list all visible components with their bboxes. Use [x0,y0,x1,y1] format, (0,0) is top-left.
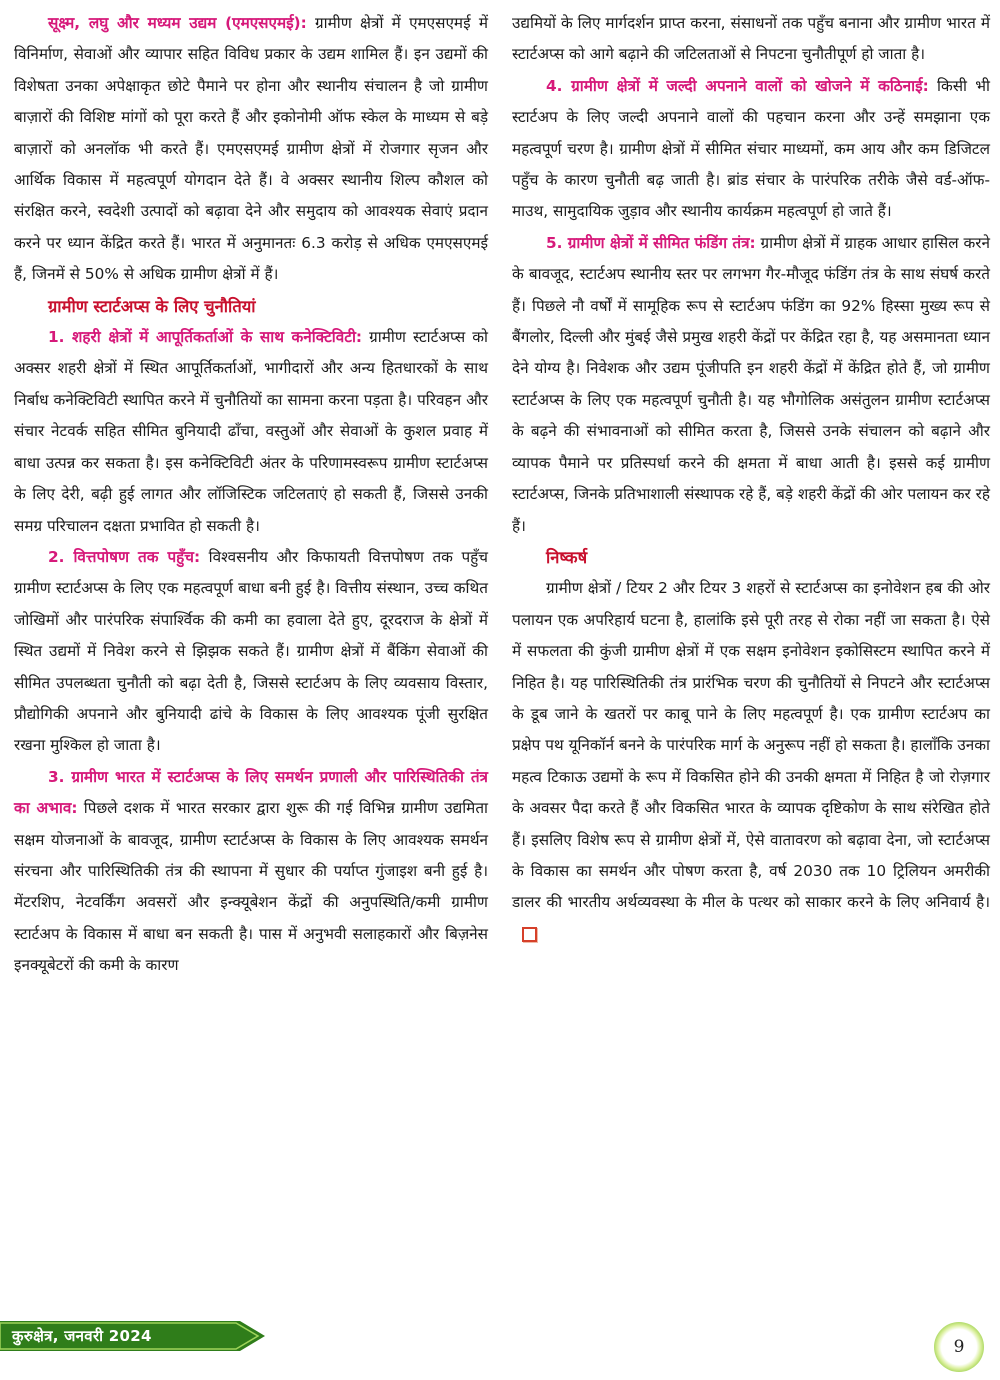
msme-text: ग्रामीण क्षेत्रों में एमएसएमई में विनिर्माण, सेवाओं और व्यापार सहित विविध प्रकार के उद्यम शामिल हैं। इन उद्यमों की विशेषता उनका अपेक्षाकृत छोटे पैमाने पर होना और स्थानीय संचालन है जो ग्रामीण बाज़ारों की विशिष्ट मांगों को पूरा करते हैं और इकोनोमी ऑफ स्केल के माध्यम से बड़े बाज़ारों को अनलॉक भी करते हैं। एमएसएमई ग्रामीण क्षेत्रों में रोजगार सृजन और आर्थिक विकास में महत्वपूर्ण योगदान देते हैं। वे अक्सर स्थानीय शिल्प कौशल को संरक्षित करने, स्वदेशी उत्पादों को बढ़ावा देने और समुदाय को आवश्यक सेवाएं प्रदान करने पर ध्यान केंद्रित करते हैं। भारत में अनुमानतः 6.3 करोड़ से अधिक एमएसएमई हैं, जिनमें से 50% से अधिक ग्रामीण क्षेत्रों में हैं। [14,14,488,284]
funding-keyword: 5. ग्रामीण क्षेत्रों में सीमित फंडिंग तंत्र: [546,233,756,252]
connectivity-paragraph [14,322,488,542]
hollow-square-icon [522,927,537,942]
continuation-paragraph: उद्यमियों के लिए मार्गदर्शन प्राप्त करना, संसाधनों तक पहुँच बनाना और ग्रामीण भारत में स्टार्टअप्स को आगे बढ़ाने की जटिलताओं से निपटना चुनौतीपूर्ण हो जाता है। [512,14,990,64]
support-system-keyword: 3. ग्रामीण भारत में स्टार्टअप्स के लिए समर्थन प्रणाली और पारिस्थितिकी तंत्र का अभाव: [14,767,488,818]
connectivity-keyword: 1. शहरी क्षेत्रों में आपूर्तिकर्ताओं के साथ कनेक्टिविटी: [48,328,363,347]
funding-text: ग्रामीण क्षेत्रों में ग्राहक आधार हासिल करने के बावजूद, स्टार्टअप स्थानीय स्तर पर लगभग गैर-मौजूद फंडिंग तंत्र के साथ संघर्ष करते हैं। पिछले नौ वर्षों में सामूहिक रूप से स्टार्टअप फंडिंग का 92% हिस्सा मुख्य रूप से बैंगलोर, दिल्ली और मुंबई जैसे प्रमुख शहरी केंद्रों पर केंद्रित रहा है, यह असमानता ध्यान देने योग्य है। निवेशक और उद्यम पूंजीपति इन शहरी केंद्रों में केंद्रित होते हैं, जो ग्रामीण स्टार्टअप्स के लिए एक महत्वपूर्ण चुनौती है। यह भौगोलिक असंतुलन ग्रामीण स्टार्टअप्स के बढ़ने की संभावनाओं को सीमित करता है, जिससे उनके संचालन को बढ़ाने और व्यापक पैमाने पर प्रतिस्पर्धा करने की क्षमता में बाधा आती है। इससे कई ग्रामीण स्टार्टअप्स, जिनके प्रतिभाशाली संस्थापक रहे हैं, बड़े शहरी केंद्रों की ओर पलायन कर रहे हैं। [512,233,991,535]
early-adopters-paragraph [512,71,990,228]
right-column [512,8,990,950]
page-number: 9 [953,1337,965,1357]
funding-paragraph [512,228,990,542]
finance-paragraph [14,542,488,762]
msme-paragraph [14,8,488,291]
msme-keyword: सूक्ष्म, लघु और मध्यम उद्यम (एमएसएमई): [48,14,307,32]
page-number-badge [934,1322,984,1372]
support-system-paragraph [14,762,488,982]
finance-keyword: 2. वित्तपोषण तक पहुँच: [48,547,201,566]
conclusion-paragraph [512,573,990,950]
conclusion-heading: निष्कर्ष [546,547,588,567]
left-column [14,8,488,982]
finance-text: विश्वसनीय और किफायती वित्तपोषण तक पहुँच ग्रामीण स्टार्टअप्स के लिए एक महत्वपूर्ण बाधा बनी हुई है। वित्तीय संस्थान, उच्च कथित जोखिमों और पारंपरिक संपार्श्विक की कमी का हवाला देते हुए, दूरदराज के क्षेत्रों में स्थित उद्यमों में निवेश करने से झिझक सकते हैं। ग्रामीण क्षेत्रों में बैंकिंग सेवाओं की सीमित उपलब्धता चुनौती को बढ़ा देती है, जिससे स्टार्टअप के लिए व्यवसाय विस्तार, प्रौद्योगिकी अपनाने और बुनियादी ढांचे के विकास के लिए आवश्यक पूंजी सुरक्षित रखना मुश्किल हो जाता है। [14,547,488,755]
support-system-text: पिछले दशक में भारत सरकार द्वारा शुरू की गई विभिन्न ग्रामीण उद्यमिता सक्षम योजनाओं के बावजूद, ग्रामीण स्टार्टअप्स के विकास के लिए आवश्यक समर्थन संरचना और पारिस्थितिकी तंत्र की स्थापना में सुधार की पर्याप्त गुंजाइश बनी हुई है। मेंटरशिप, नेटवर्किंग अवसरों और इन्क्यूबेशन केंद्रों की अनुपस्थिति/कमी ग्रामीण स्टार्टअप के विकास में बाधा बन सकती है। पास में अनुभवी सलाहकारों और बिज़नेस इनक्यूबेटरों की कमी के कारण [14,799,489,975]
conclusion-text: ग्रामीण क्षेत्रों / टियर 2 और टियर 3 शहरों से स्टार्टअप्स का इनोवेशन हब की ओर पलायन एक अपरिहार्य घटना है, हालांकि इसे पूरी तरह से रोका नहीं जा सकता है। ऐसे में सफलता की कुंजी ग्रामीण क्षेत्रों में एक सक्षम इनोवेशन इकोसिस्टम स्थापित करने में निहित है। यह पारिस्थितिकी तंत्र प्रारंभिक चरण की चुनौतियों से निपटने और स्टार्टअप्स के डूब जाने के खतरों पर काबू पाने के लिए महत्वपूर्ण है। एक ग्रामीण स्टार्टअप का प्रक्षेप पथ यूनिकॉर्न बनने के पारंपरिक मार्ग के अनुरूप नहीं हो सकता है। हालाँकि उनका महत्व टिकाऊ उद्यमों के रूप में विकसित होने की उनकी क्षमता में निहित है जो रोज़गार के अवसर पैदा करते हैं और विकसित भारत के व्यापक दृष्टिकोण के साथ संरेखित होते हैं। इसलिए विशेष रूप से ग्रामीण क्षेत्रों में, ऐसे वातावरण को बढ़ावा देना, जो स्टार्टअप्स के विकास का समर्थन और पोषण करता है, वर्ष 2030 तक 10 ट्रिलियन अमरीकी डालर की भारतीय अर्थव्यवस्था के मील के पत्थर को साकार करने के लिए अनिवार्य है। [512,579,990,912]
magazine-issue-label: कुरुक्षेत्र, जनवरी 2024 [12,1327,152,1345]
connectivity-text: ग्रामीण स्टार्टअप्स को अक्सर शहरी क्षेत्रों में स्थित आपूर्तिकर्ताओं, भागीदारों और अन्य हितधारकों के साथ निर्बाध कनेक्टिविटी स्थापित करने में चुनौतियों का सामना करना पड़ता है। परिवहन और संचार नेटवर्क सहित सीमित बुनियादी ढाँचा, वस्तुओं और सेवाओं के कुशल प्रवाह में बाधा उत्पन्न कर सकता है। इस कनेक्टिविटी अंतर के परिणामस्वरूप ग्रामीण स्टार्टअप्स के लिए देरी, बढ़ी हुई लागत और लॉजिस्टिक जटिलताएं हो सकती हैं, जिससे उनकी समग्र परिचालन दक्षता प्रभावित हो सकती है। [14,328,488,535]
early-adopters-keyword: 4. ग्रामीण क्षेत्रों में जल्दी अपनाने वालों को खोजने में कठिनाई: [546,76,929,95]
early-adopters-text: किसी भी स्टार्टअप के लिए जल्दी अपनाने वालों की पहचान करना और उन्हें समझाना एक महत्वपूर्ण चरण है। ग्रामीण क्षेत्रों में सीमित संचार माध्यमों, कम आय और कम डिजिटल पहुँच के कारण चुनौती बढ़ जाती है। ब्रांड संचार के पारंपरिक तरीके जैसे वर्ड-ऑफ-माउथ, सामुदायिक जुड़ाव और स्थानीय कार्यक्रम महत्वपूर्ण हो जाते हैं। [512,76,990,221]
challenges-heading: ग्रामीण स्टार्टअप्स के लिए चुनौतियां [48,296,256,316]
